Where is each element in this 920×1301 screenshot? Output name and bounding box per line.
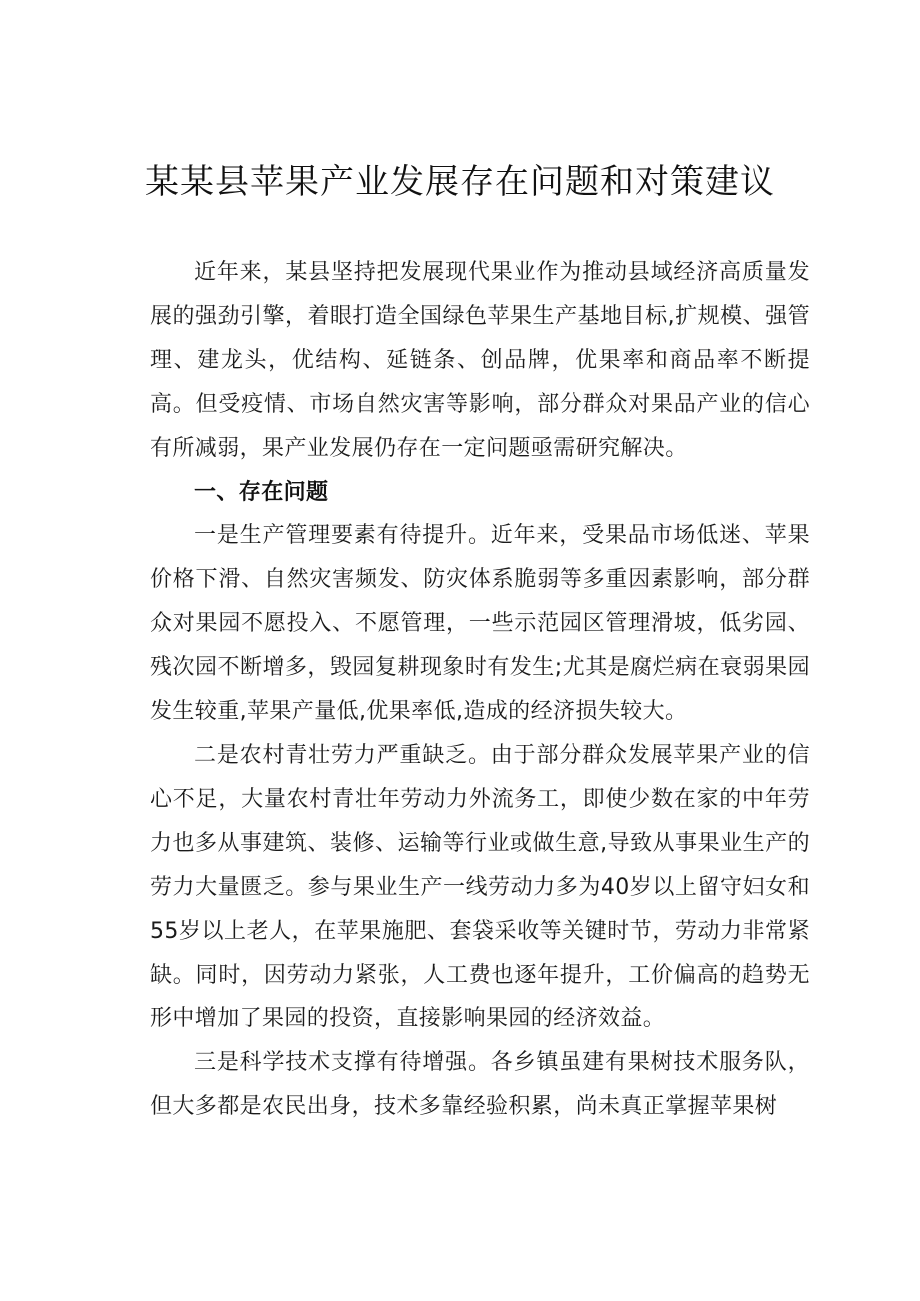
body-paragraph-1: 一是生产管理要素有待提升。近年来，受果品市场低迷、苹果价格下滑、自然灾害频发、防灾体系脆弱等多重因素影响，部分群众对果园不愿投入、不愿管理，一些示范园区管理滑坡，低劣园、残次园不断增多，毁园复耕现象时有发生;尤其是腐烂病在衰弱果园发生较重,苹果产量低,优果率低,造成的经济损失较大。	[150, 523, 810, 725]
body-paragraph-2: 二是农村青壮劳力严重缺乏。由于部分群众发展苹果产业的信心不足，大量农村青壮年劳动力外流务工，即使少数在家的中年劳力也多从事建筑、装修、运输等行业或做生意,导致从事果业生产的劳力大量匮乏。参与果业生产一线劳动力多为40岁以上留守妇女和55岁以上老人，在苹果施肥、套袋采收等关键时节，劳动力非常紧缺。同时，因劳动力紧张，人工费也逐年提升，工价偏高的趋势无形中增加了果园的投资，直接影响果园的经济效益。	[150, 742, 810, 1032]
section-heading: 一、存在问题	[194, 479, 329, 505]
document-title: 某某县苹果产业发展存在问题和对策建议	[145, 162, 775, 202]
document-body	[150, 251, 810, 1129]
intro-paragraph: 近年来，某县坚持把发展现代果业作为推动县域经济高质量发展的强劲引擎，着眼打造全国绿色苹果生产基地目标,扩规模、强管理、建龙头，优结构、延链条、创品牌，优果率和商品率不断提高。但受疫情、市场自然灾害等影响，部分群众对果品产业的信心有所减弱，果产业发展仍存在一定问题亟需研究解决。	[150, 260, 810, 461]
body-paragraph-3: 三是科学技术支撑有待增强。各乡镇虽建有果树技术服务队，但大多都是农民出身，技术多靠经验积累，尚未真正掌握苹果树	[150, 1050, 810, 1120]
